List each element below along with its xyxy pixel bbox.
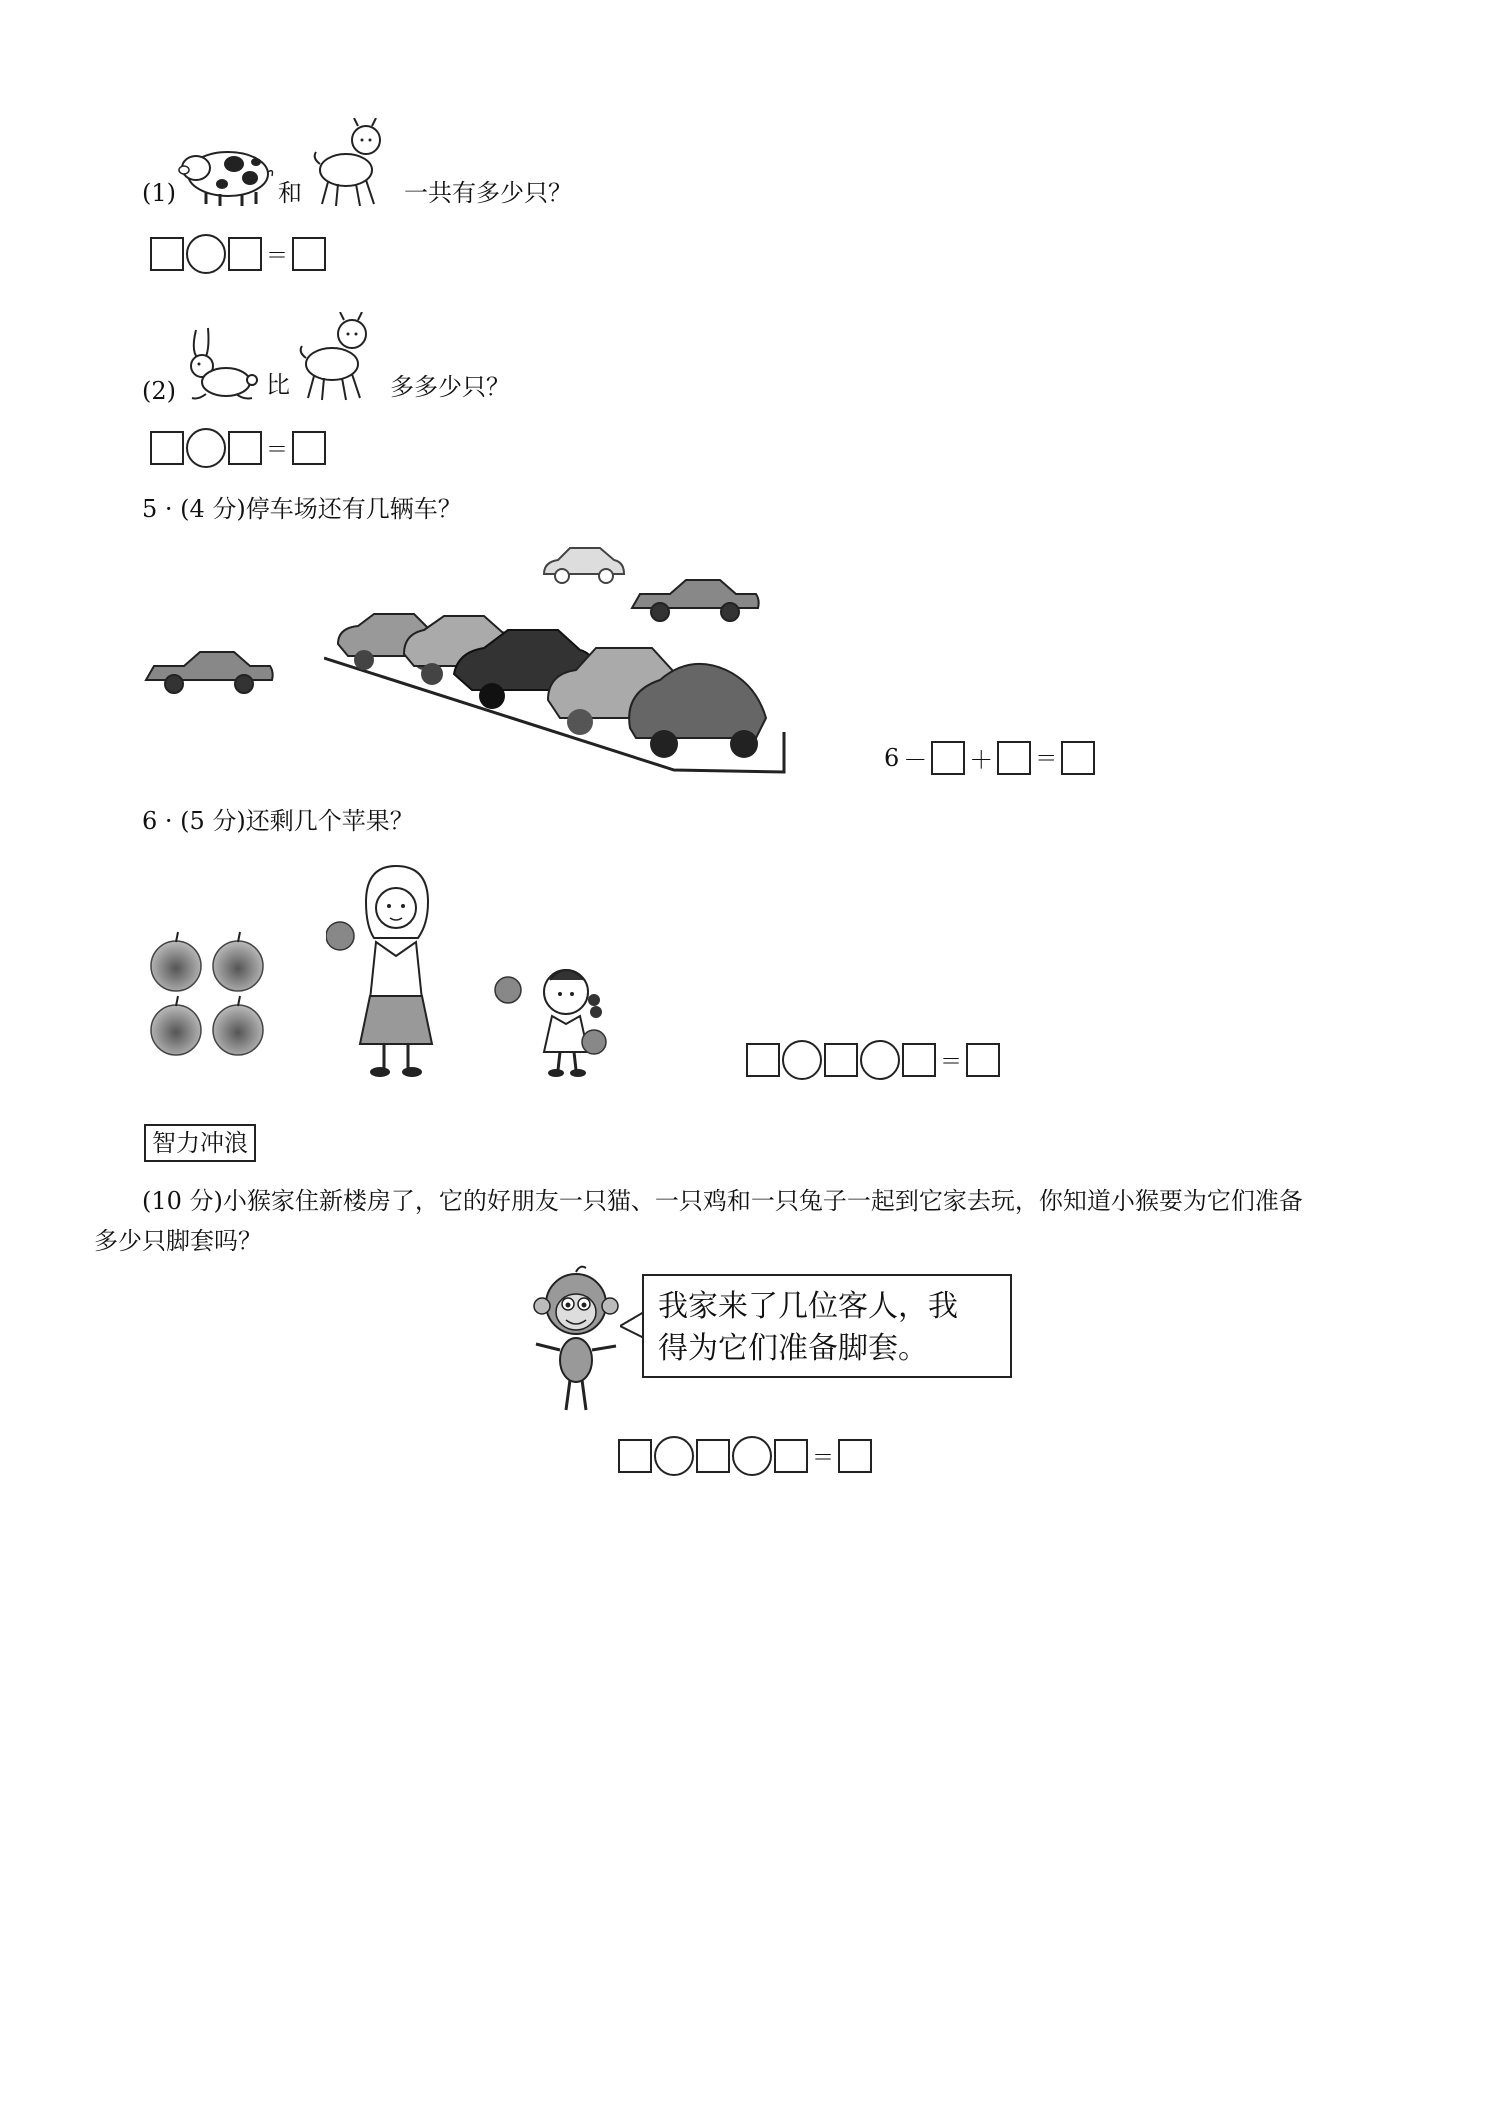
q4-p1-answer-row	[150, 234, 326, 274]
parking-lot-illustration	[324, 604, 794, 784]
answer-box[interactable]	[931, 741, 965, 775]
apple-icon	[151, 996, 201, 1055]
q4-p2-question: 多多少只？	[390, 373, 510, 401]
monkey-illustration	[516, 1264, 636, 1416]
car-arriving	[144, 642, 274, 698]
operator-circle[interactable]	[782, 1040, 822, 1080]
bubble-text-line2: 得为它们准备脚套。	[658, 1331, 928, 1366]
q4-p1-number: (1)	[142, 179, 176, 207]
bonus-question-line2: 多少只脚套吗？	[94, 1227, 262, 1255]
answer-box[interactable]	[228, 237, 262, 271]
q4-p2-than: 比	[266, 371, 290, 399]
minus-sign: －	[903, 746, 928, 774]
plus-sign: ＋	[969, 746, 994, 774]
operator-circle[interactable]	[654, 1436, 694, 1476]
equals-sign: ＝	[939, 1049, 962, 1075]
operator-circle[interactable]	[186, 428, 226, 468]
goat-illustration-1	[304, 118, 394, 210]
girl-with-apple-illustration	[326, 862, 446, 1082]
apple-icon	[213, 932, 263, 991]
answer-box[interactable]	[150, 431, 184, 465]
answer-box[interactable]	[997, 741, 1031, 775]
bonus-answer-row	[618, 1436, 872, 1476]
bubble-text-line1: 我家来了几位客人，我	[658, 1289, 958, 1324]
q5-title: 5 · (4 分)停车场还有几辆车？	[142, 495, 462, 523]
operator-circle[interactable]	[860, 1040, 900, 1080]
operator-circle[interactable]	[186, 234, 226, 274]
small-girl-with-apples-illustration	[494, 960, 620, 1080]
answer-box[interactable]	[292, 237, 326, 271]
answer-box[interactable]	[966, 1043, 1000, 1077]
start-number: 6	[884, 743, 900, 772]
answer-box[interactable]	[150, 237, 184, 271]
rabbit-illustration	[176, 326, 260, 404]
answer-box[interactable]	[746, 1043, 780, 1077]
equals-sign: ＝	[811, 1445, 834, 1471]
q4-p2-answer-row	[150, 428, 326, 468]
q6-answer-row	[746, 1040, 1000, 1080]
goat-illustration-2	[290, 312, 380, 404]
answer-box[interactable]	[228, 431, 262, 465]
answer-box[interactable]	[774, 1439, 808, 1473]
apple-icon	[151, 932, 201, 991]
q4-p1-and: 和	[278, 179, 302, 207]
answer-box[interactable]	[838, 1439, 872, 1473]
equals-sign: ＝	[265, 437, 288, 463]
q6-title: 6 · (5 分)还剩几个苹果？	[142, 807, 414, 835]
speech-bubble	[642, 1274, 1012, 1378]
section-label-brain-teaser: 智力冲浪	[144, 1124, 256, 1162]
apple-group	[148, 930, 268, 1064]
bonus-question-line1: (10 分)小猴家住新楼房了，它的好朋友一只猫、一只鸡和一只兔子一起到它家去玩，你知道小猴要为它们准备	[142, 1187, 1303, 1215]
q4-p1-question: 一共有多少只？	[404, 179, 572, 207]
answer-box[interactable]	[1061, 741, 1095, 775]
q4-p2-number: (2)	[142, 377, 176, 405]
answer-box[interactable]	[902, 1043, 936, 1077]
pig-illustration	[176, 140, 276, 210]
answer-box[interactable]	[292, 431, 326, 465]
answer-box[interactable]	[824, 1043, 858, 1077]
answer-box[interactable]	[618, 1439, 652, 1473]
answer-box[interactable]	[696, 1439, 730, 1473]
q5-equation-row	[884, 740, 1095, 775]
equals-sign: ＝	[1035, 747, 1058, 772]
operator-circle[interactable]	[732, 1436, 772, 1476]
equals-sign: ＝	[265, 243, 288, 269]
car-leaving-1	[540, 540, 626, 588]
apple-icon	[213, 996, 263, 1055]
